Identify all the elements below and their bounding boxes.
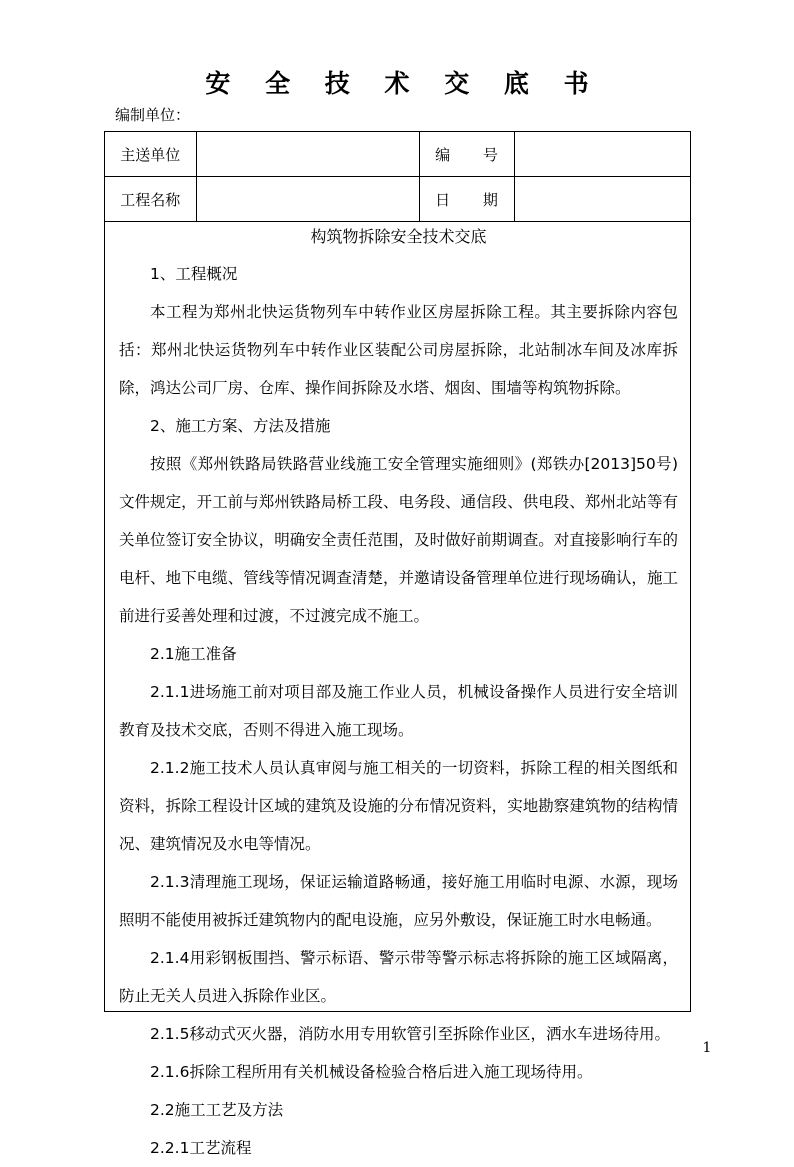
paragraph-2-1-1-training: 2.1.1进场施工前对项目部及施工作业人员，机械设备操作人员进行安全培训教育及技术交底，否则不得进入施工现场。	[119, 683, 678, 739]
project-name-value[interactable]	[196, 177, 419, 222]
date-label	[419, 177, 514, 222]
recipient-unit-label: 主送单位	[105, 132, 196, 177]
serial-number-label-text: 编 号	[435, 145, 512, 164]
paragraph-2-2-1-workflow: 2.2.1工艺流程	[150, 1139, 252, 1157]
paragraph-project-overview: 本工程为郑州北快运货物列车中转作业区房屋拆除工程。其主要拆除内容包括：郑州北快运货物列车中转作业区装配公司房屋拆除，北站制冰车间及冰库拆除，鸿达公司厂房、仓库、操作间拆除及水塔、烟囱、围墙等构筑物拆除。	[119, 303, 678, 397]
document-frame	[104, 131, 691, 1157]
page-number: 1	[702, 1040, 712, 1056]
serial-number-label	[419, 132, 514, 177]
header-info-table	[105, 132, 690, 222]
paragraph-1-overview-title: 1、工程概况	[150, 265, 238, 283]
paragraph-2-1-6-machinery: 2.1.6拆除工程所用有关机械设备检验合格后进入施工现场待用。	[150, 1063, 593, 1081]
page-title: 安 全 技 术 交 底 书	[205, 69, 602, 98]
prepared-by-label: 编制单位：	[115, 106, 191, 124]
paragraph-2-1-preparation-title: 2.1施工准备	[150, 645, 237, 663]
paragraph-2-1-3-site-clearing: 2.1.3清理施工现场，保证运输道路畅通，接好施工用临时电源、水源，现场照明不能使用被拆迁建筑物内的配电设施，应另外敷设，保证施工时水电畅通。	[119, 873, 678, 929]
document-body	[105, 221, 692, 1167]
date-label-text: 日 期	[435, 190, 512, 209]
paragraph-2-1-5-fire-equipment: 2.1.5移动式灭火器，消防水用专用软管引至拆除作业区，洒水车进场待用。	[150, 1025, 670, 1043]
table-row	[105, 132, 690, 177]
project-name-label: 工程名称	[105, 177, 196, 222]
recipient-unit-value[interactable]	[196, 132, 419, 177]
paragraph-regulation-reference: 按照《郑州铁路局铁路营业线施工安全管理实施细则》(郑铁办[2013]50号)文件规定，开工前与郑州铁路局桥工段、电务段、通信段、供电段、郑州北站等有关单位签订安全协议，明确安全责任范围，及时做好前期调查。对直接影响行车的电杆、地下电缆、管线等情况调查清楚，并邀请设备管理单位进行现场确认，施工前进行妥善处理和过渡，不过渡完成不施工。	[119, 455, 678, 625]
paragraph-2-1-4-barriers: 2.1.4用彩钢板围挡、警示标语、警示带等警示标志将拆除的施工区域隔离，防止无关人员进入拆除作业区。	[119, 949, 678, 1005]
date-value[interactable]	[514, 177, 690, 222]
table-row	[105, 177, 690, 222]
paragraph-2-plan-title: 2、施工方案、方法及措施	[150, 417, 331, 435]
paragraph-2-1-2-documents: 2.1.2施工技术人员认真审阅与施工相关的一切资料，拆除工程的相关图纸和资料，拆除工程设计区域的建筑及设施的分布情况资料，实地勘察建筑物的结构情况、建筑情况及水电等情况。	[119, 759, 678, 853]
paragraph-2-2-process-title: 2.2施工工艺及方法	[150, 1101, 284, 1119]
content-heading: 构筑物拆除安全技术交底	[310, 227, 487, 246]
serial-number-value[interactable]	[514, 132, 690, 177]
